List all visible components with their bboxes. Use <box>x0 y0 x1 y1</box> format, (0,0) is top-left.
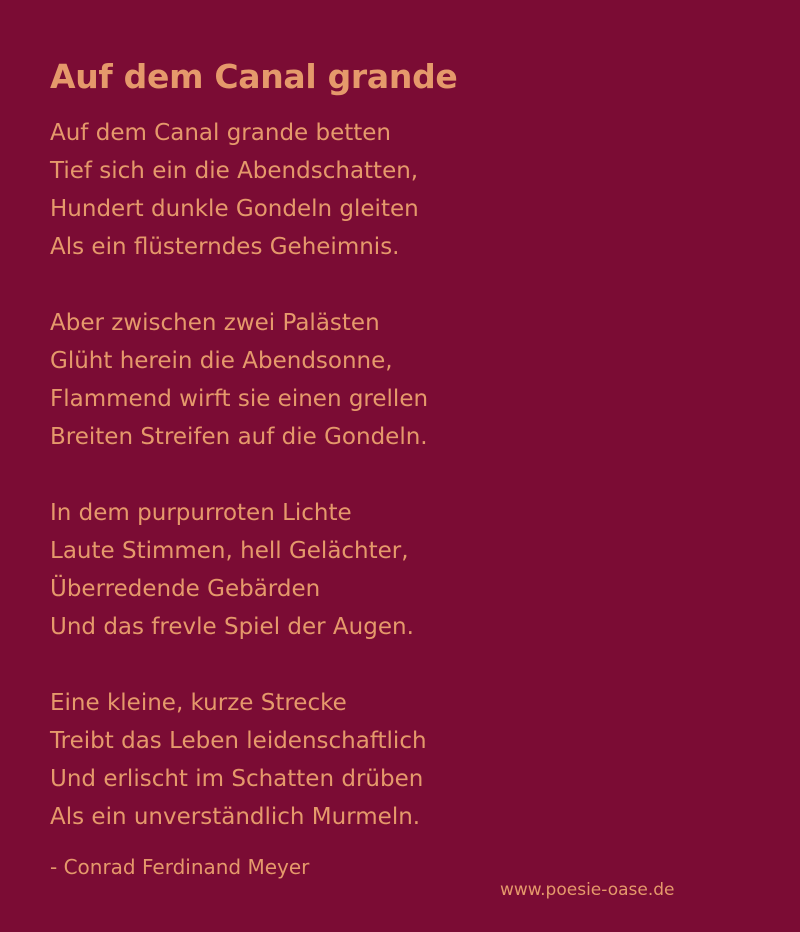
poem-line: Als ein flüsterndes Geheimnis. <box>50 234 400 260</box>
stanza-4 <box>50 684 750 836</box>
poem-line: Hundert dunkle Gondeln gleiten <box>50 196 419 222</box>
poem-line: Und erlischt im Schatten drüben <box>50 766 424 792</box>
poem-line: Auf dem Canal grande betten <box>50 120 392 146</box>
poem-line: Breiten Streifen auf die Gondeln. <box>50 424 428 450</box>
poem-line: Aber zwischen zwei Palästen <box>50 310 380 336</box>
poem-line: Treibt das Leben leidenschaftlich <box>50 728 427 754</box>
poem-title: Auf dem Canal grande <box>50 57 458 96</box>
poem-body <box>50 114 750 836</box>
poem-line: Eine kleine, kurze Strecke <box>50 690 347 716</box>
poem-content <box>50 52 750 836</box>
poem-line: Flammend wirft sie einen grellen <box>50 386 429 412</box>
website-url: www.poesie-oase.de <box>500 880 675 900</box>
poem-line: Überredende Gebärden <box>50 576 321 602</box>
poem-line: Und das frevle Spiel der Augen. <box>50 614 414 640</box>
poem-line: Glüht herein die Abendsonne, <box>50 348 393 374</box>
poem-author: - Conrad Ferdinand Meyer <box>50 855 310 879</box>
poem-line: Tief sich ein die Abendschatten, <box>50 158 419 184</box>
poem-line: Laute Stimmen, hell Gelächter, <box>50 538 409 564</box>
poem-line: In dem purpurroten Lichte <box>50 500 352 526</box>
stanza-3 <box>50 494 750 646</box>
stanza-2 <box>50 304 750 456</box>
stanza-1 <box>50 114 750 266</box>
poem-line: Als ein unverständlich Murmeln. <box>50 804 421 830</box>
